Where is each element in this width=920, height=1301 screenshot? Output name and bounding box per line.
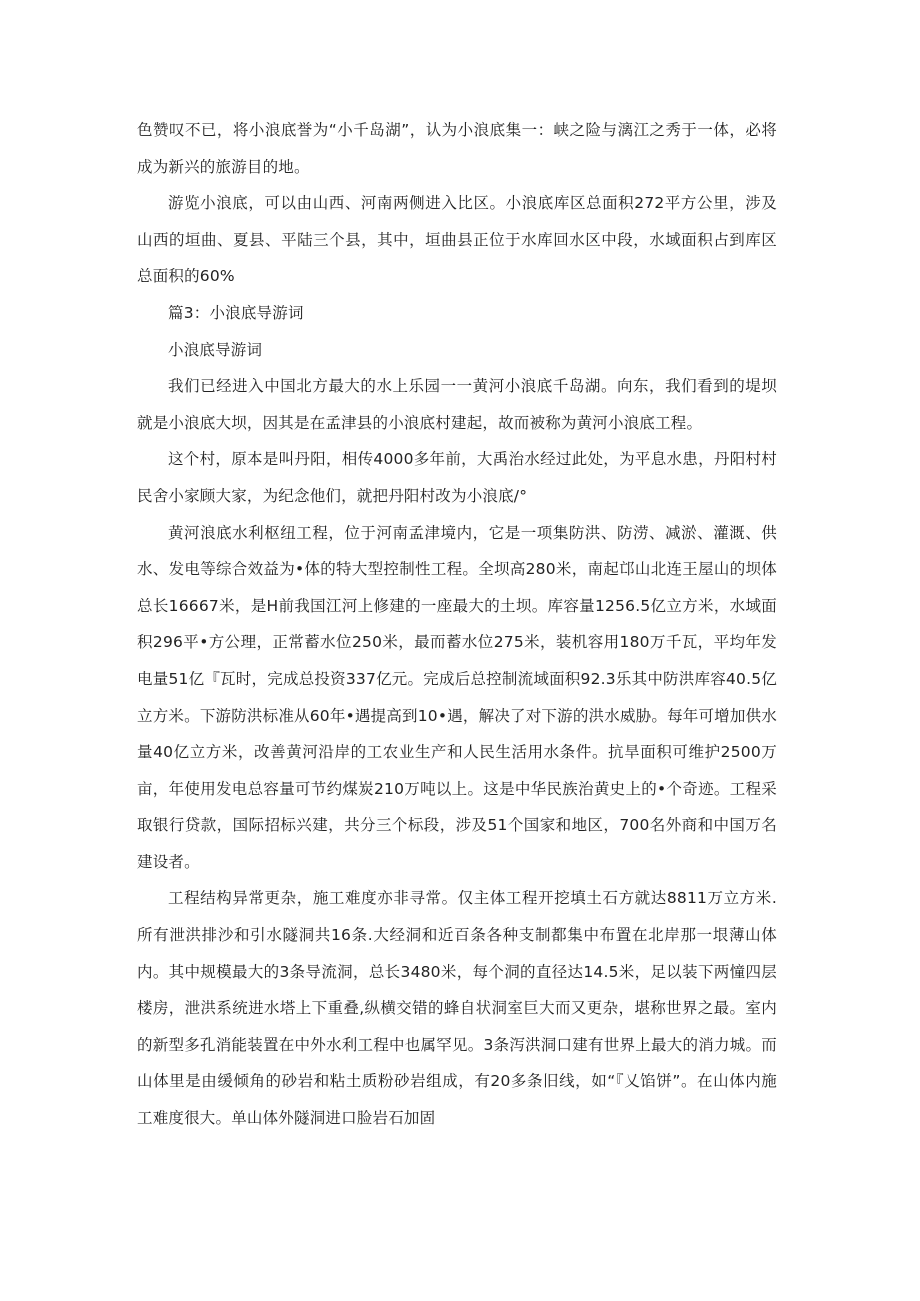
- paragraph-structure: 工程结构异常更杂，施工难度亦非寻常。仅主体工程开挖填土石方就达8811万立方米.所有泄洪排沙和引水隧洞共16条.大经洞和近百条各种支制都集中布置在北岸那一垠薄山体内。其中规模最大的3条导流洞，总长3480米，每个洞的直径达14.5米，足以装下两憧四层楼房，泄洪系统进水塔上下重叠,纵横交错的蜂自状洞室巨大而又更杂，堪称世界之最。室内的新型多孔消能装置在中外水利工程中也属罕见。3条泻洪洞口建有世界上最大的消力城。而山体里是由缓倾角的砂岩和粘土质粉砂岩组成，有20多条旧线，如“『乂馅饼”。在山体内施工难度很大。单山体外隧洞进口脸岩石加固: [137, 889, 777, 1128]
- paragraph-continuation: 色赞叹不已，将小浪底誉为“小千岛湖”，认为小浪底集一：峡之险与漓江之秀于一体，必将成为新兴的旅游目的地。: [137, 121, 777, 176]
- paragraph-intro: 我们已经进入中国北方最大的水上乐园一一黄河小浪底千岛湖。向东，我们看到的堤坝就是小浪底大坝，因其是在孟津县的小浪底村建起，故而被称为黄河小浪底工程。: [137, 377, 777, 432]
- paragraph-village: 这个村，原本是叫丹阳，相传4000多年前，大禹治水经过此处，为平息水患，丹阳村村民舍小家顾大家，为纪念他们，就把丹阳村改为小浪底/°: [137, 450, 777, 505]
- paragraph-tour-area: 游览小浪底，可以由山西、河南两侧进入比区。小浪底库区总面积272平方公里，涉及山西的垣曲、夏县、平陆三个县，其中，垣曲县正位于水库回水区中段，水域面积占到库区总面积的60%: [137, 194, 777, 286]
- document-body: [137, 112, 777, 1137]
- paragraph-project: 黄河浪底水利枢纽工程，位于河南孟津境内，它是一项集防洪、防涝、减淤、灌溉、供水、发电等综合效益为•体的特大型控制性工程。全坝高280米，南起邙山北连王屋山的坝体总长16667米，是H前我国江河上修建的一座最大的土坝。库容量1256.5亿立方米，水域面积296平•方公理，正常蓄水位250米，最而蓄水位275米，装机容用180万千瓦，平均年发电量51亿『瓦时，完成总投资337亿元。完成后总控制流域面积92.3乐其中防洪库容40.5亿立方米。下游防洪标准从60年•遇提高到10•遇，解决了对下游的洪水威胁。每年可增加供水量40亿立方米，改善黄河沿岸的工农业生产和人民生活用水条件。抗旱面积可维护2500万亩，年使用发电总容量可节约煤炭210万吨以上。这是中华民族治黄史上的•个奇迹。工程采取银行贷款，国际招标兴建，共分三个标段，涉及51个国家和地区，700名外商和中国万名建设者。: [137, 523, 777, 871]
- section-heading: 篇3：小浪底导游词: [168, 303, 304, 322]
- section-subtitle: 小浪底导游词: [168, 340, 263, 359]
